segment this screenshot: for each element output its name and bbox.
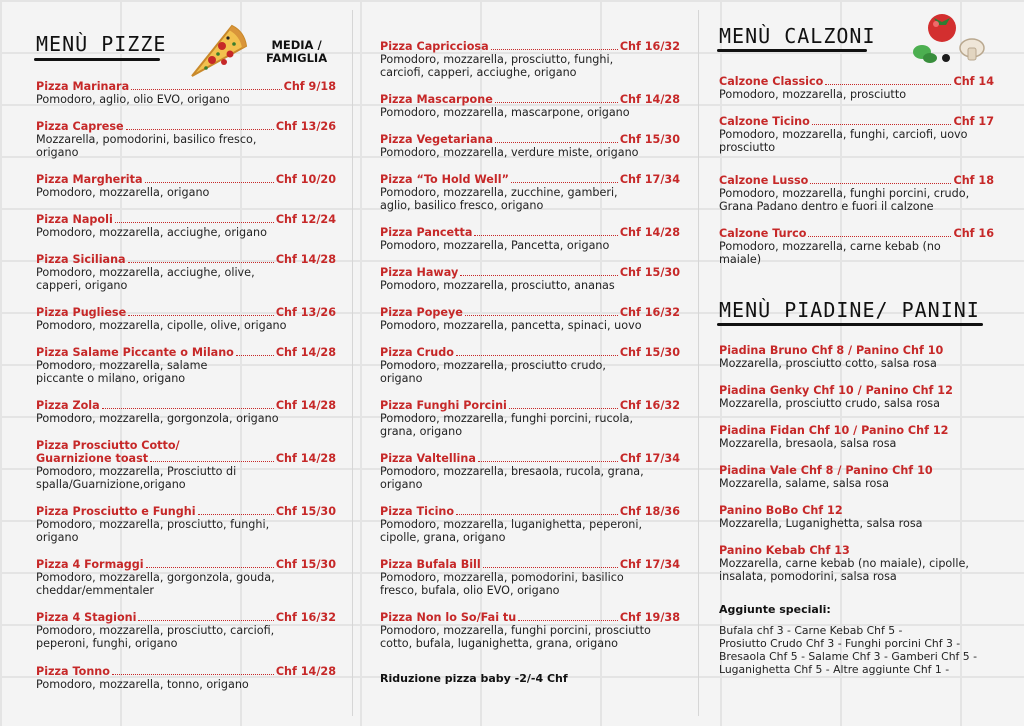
menu-item <box>380 306 680 332</box>
column-divider-right <box>698 10 699 716</box>
dot-leader <box>474 235 617 236</box>
item-name: Pizza Napoli <box>36 213 113 226</box>
item-name: Pizza Pugliese <box>36 306 127 319</box>
dot-leader <box>495 142 618 143</box>
item-name: Pizza Prosciutto e Funghi <box>36 505 196 518</box>
item-price: Chf 10/20 <box>275 173 336 186</box>
menu-item <box>719 504 994 530</box>
item-price: Chf 14/28 <box>275 346 336 359</box>
item-name: Pizza Siciliana <box>36 253 126 266</box>
item-name: Calzone Lusso <box>719 174 809 187</box>
menu-item <box>380 133 680 159</box>
menu-item <box>36 80 336 106</box>
menu-item <box>36 439 336 491</box>
dot-leader <box>456 355 618 356</box>
item-description: Pomodoro, mozzarella, Prosciutto di spalla/Guarnizione,origano <box>36 465 237 491</box>
menu-item <box>36 120 336 159</box>
item-price: Chf 14/28 <box>619 93 680 106</box>
menu-item <box>719 115 994 154</box>
dot-leader <box>126 129 274 130</box>
menu-item <box>380 558 680 597</box>
dot-leader <box>491 49 618 50</box>
item-name: Calzone Classico <box>719 75 824 88</box>
menu-item <box>380 346 680 385</box>
piadine-heading: MENÙ PIADINE/ PANINI <box>719 298 980 322</box>
item-description: Mozzarella, bresaola, salsa rosa <box>719 437 897 450</box>
item-price: Chf 17 <box>953 115 994 128</box>
column-divider-left <box>352 10 353 716</box>
item-description: Pomodoro, mozzarella, funghi, carciofi, uovo prosciutto <box>719 128 968 154</box>
menu-item <box>719 75 994 101</box>
item-price: Chf 15/30 <box>619 266 680 279</box>
item-name: Pizza Zola <box>36 399 100 412</box>
item-description: Pomodoro, mozzarella, tonno, origano <box>36 678 249 691</box>
menu-item <box>36 306 336 332</box>
menu-item <box>380 452 680 491</box>
item-name: Piadina Vale Chf 8 / Panino Chf 10 <box>719 464 933 477</box>
menu-item <box>380 93 680 119</box>
menu-item <box>380 611 680 650</box>
item-price: Chf 14/28 <box>619 226 680 239</box>
menu-item <box>380 505 680 544</box>
item-description: Pomodoro, mozzarella, cipolle, olive, origano <box>36 319 287 332</box>
item-price: Chf 18 <box>953 174 994 187</box>
menu-item <box>380 40 680 79</box>
dot-leader <box>236 355 274 356</box>
item-name: Pizza Caprese <box>36 120 124 133</box>
item-description: Pomodoro, mozzarella, acciughe, origano <box>36 226 267 239</box>
dot-leader <box>198 514 274 515</box>
item-description: Pomodoro, mozzarella, zucchine, gamberi, aglio, basilico fresco, origano <box>380 186 618 212</box>
dot-leader <box>825 84 951 85</box>
menu-item <box>380 399 680 438</box>
menu-item <box>36 173 336 199</box>
item-description: Pomodoro, mozzarella, pomodorini, basilico fresco, bufala, olio EVO, origano <box>380 571 624 597</box>
item-price: Chf 14/28 <box>275 253 336 266</box>
calzoni-heading-underline <box>717 49 867 52</box>
item-name-line-2: Guarnizione toast <box>36 452 149 465</box>
dot-leader <box>495 102 618 103</box>
menu-item <box>36 558 336 597</box>
dot-leader <box>150 461 274 462</box>
size-label-famiglia: FAMIGLIA <box>266 51 328 65</box>
dot-leader <box>509 408 618 409</box>
item-price: Chf 14/28 <box>275 665 336 678</box>
dot-leader <box>146 567 274 568</box>
menu-item <box>36 253 336 292</box>
extras-line: Bufala chf 3 - Carne Kebab Chf 5 - <box>719 624 903 637</box>
item-price: Chf 15/30 <box>275 505 336 518</box>
item-description: Pomodoro, mozzarella, Pancetta, origano <box>380 239 610 252</box>
item-price: Chf 15/30 <box>275 558 336 571</box>
dot-leader <box>128 262 274 263</box>
item-name: Panino Kebab Chf 13 <box>719 544 850 557</box>
extras-line: Bresaola Chf 5 - Salame Chf 3 - Gamberi Chf 5 - <box>719 650 977 663</box>
dot-leader <box>145 182 274 183</box>
pizze-heading: MENÙ PIZZE <box>36 32 167 56</box>
calzoni-heading: MENÙ CALZONI <box>719 24 876 48</box>
item-name: Pizza Crudo <box>380 346 454 359</box>
item-name: Panino BoBo Chf 12 <box>719 504 843 517</box>
item-price: Chf 16/32 <box>619 306 680 319</box>
item-description: Mozzarella, pomodorini, basilico fresco, origano <box>36 133 257 159</box>
item-description: Mozzarella, prosciutto crudo, salsa rosa <box>719 397 940 410</box>
item-description: Pomodoro, mozzarella, bresaola, rucola, grana, origano <box>380 465 644 491</box>
item-name: Calzone Turco <box>719 227 807 240</box>
menu-item <box>36 346 336 385</box>
item-description: Pomodoro, mozzarella, gorgonzola, gouda, cheddar/emmentaler <box>36 571 275 597</box>
item-description: Pomodoro, mozzarella, funghi porcini, crudo, Grana Padano dentro e fuori il calzone <box>719 187 970 213</box>
item-description: Pomodoro, mozzarella, verdure miste, origano <box>380 146 639 159</box>
item-name: Pizza Prosciutto Cotto/ <box>36 439 180 452</box>
menu-item <box>380 173 680 212</box>
dot-leader <box>128 315 274 316</box>
item-description: Pomodoro, mozzarella, pancetta, spinaci, uovo <box>380 319 642 332</box>
menu-item <box>719 424 994 450</box>
item-name: Piadina Bruno Chf 8 / Panino Chf 10 <box>719 344 944 357</box>
item-name: Pizza Pancetta <box>380 226 473 239</box>
item-description: Pomodoro, mozzarella, funghi porcini, prosciutto cotto, bufala, luganighetta, grana, origano <box>380 624 651 650</box>
item-price: Chf 14 <box>953 75 994 88</box>
menu-item <box>719 464 994 490</box>
item-name: Calzone Ticino <box>719 115 810 128</box>
item-name: Pizza Popeye <box>380 306 463 319</box>
dot-leader <box>138 620 273 621</box>
item-price: Chf 13/26 <box>275 120 336 133</box>
item-name: Pizza 4 Stagioni <box>36 611 137 624</box>
item-price: Chf 17/34 <box>619 452 680 465</box>
item-name: Pizza Funghi Porcini <box>380 399 507 412</box>
item-description: Mozzarella, carne kebab (no maiale), cipolle, insalata, pomodorini, salsa rosa <box>719 557 969 583</box>
extras-list <box>719 624 977 676</box>
item-name: Pizza Non lo So/Fai tu <box>380 611 517 624</box>
extras-line: Luganighetta Chf 5 - Altre aggiunte Chf 1 - <box>719 663 950 676</box>
item-price: Chf 9/18 <box>283 80 336 93</box>
dot-leader <box>465 315 618 316</box>
item-name: Piadina Genky Chf 10 / Panino Chf 12 <box>719 384 953 397</box>
item-description: Pomodoro, mozzarella, prosciutto, funghi, carciofi, capperi, acciughe, origano <box>380 53 614 79</box>
dot-leader <box>808 236 951 237</box>
item-price: Chf 19/38 <box>619 611 680 624</box>
menu-item <box>380 266 680 292</box>
dot-leader <box>460 275 618 276</box>
dot-leader <box>112 674 274 675</box>
item-price: Chf 16/32 <box>619 40 680 53</box>
item-description: Mozzarella, Luganighetta, salsa rosa <box>719 517 923 530</box>
dot-leader <box>478 461 618 462</box>
dot-leader <box>131 89 281 90</box>
item-description: Pomodoro, mozzarella, funghi porcini, rucola, grana, origano <box>380 412 634 438</box>
item-description: Pomodoro, mozzarella, prosciutto crudo, origano <box>380 359 606 385</box>
item-name: Pizza Marinara <box>36 80 130 93</box>
dot-leader <box>115 222 274 223</box>
menu-item <box>380 226 680 252</box>
item-description: Pomodoro, mozzarella, salame piccante o milano, origano <box>36 359 208 385</box>
item-description: Mozzarella, prosciutto cotto, salsa rosa <box>719 357 937 370</box>
menu-item <box>719 544 994 583</box>
baby-pizza-note: Riduzione pizza baby -2/-4 Chf <box>380 672 568 685</box>
item-price: Chf 17/34 <box>619 173 680 186</box>
item-name: Pizza Capricciosa <box>380 40 489 53</box>
dot-leader <box>456 514 618 515</box>
vegetables-icon <box>908 8 996 70</box>
extras-title: Aggiunte speciali: <box>719 603 831 616</box>
menu-item <box>719 174 994 213</box>
item-description: Pomodoro, mozzarella, carne kebab (no maiale) <box>719 240 941 266</box>
size-label-media: MEDIA / <box>271 38 322 52</box>
dot-leader <box>812 124 952 125</box>
item-price: Chf 16/32 <box>619 399 680 412</box>
item-description: Pomodoro, mozzarella, origano <box>36 186 210 199</box>
item-price: Chf 15/30 <box>619 346 680 359</box>
item-name: Pizza Ticino <box>380 505 455 518</box>
menu-item <box>719 227 994 266</box>
size-label <box>266 39 327 65</box>
item-price: Chf 13/26 <box>275 306 336 319</box>
item-name: Pizza Mascarpone <box>380 93 493 106</box>
item-description: Pomodoro, mozzarella, mascarpone, origano <box>380 106 630 119</box>
pizze-heading-underline <box>34 58 160 61</box>
item-price: Chf 12/24 <box>275 213 336 226</box>
item-price: Chf 15/30 <box>619 133 680 146</box>
item-name: Pizza Vegetariana <box>380 133 494 146</box>
item-price: Chf 14/28 <box>275 452 336 465</box>
item-name: Pizza Bufala Bill <box>380 558 481 571</box>
dot-leader <box>511 182 618 183</box>
item-name: Pizza Haway <box>380 266 459 279</box>
dot-leader <box>810 183 951 184</box>
item-name: Pizza Margherita <box>36 173 143 186</box>
item-price: Chf 17/34 <box>619 558 680 571</box>
item-name: Pizza “To Hold Well” <box>380 173 509 186</box>
menu-item <box>36 665 336 691</box>
dot-leader <box>518 620 618 621</box>
piadine-heading-underline <box>717 323 983 326</box>
item-name: Pizza 4 Formaggi <box>36 558 144 571</box>
item-price: Chf 16/32 <box>275 611 336 624</box>
extras-line: Prosiutto Crudo Chf 3 - Funghi porcini Chf 3 - <box>719 637 961 650</box>
pizza-slice-icon <box>188 22 250 80</box>
item-description: Pomodoro, mozzarella, prosciutto, carciofi, peperoni, funghi, origano <box>36 624 275 650</box>
item-description: Pomodoro, mozzarella, prosciutto <box>719 88 907 101</box>
item-name: Pizza Tonno <box>36 665 110 678</box>
dot-leader <box>102 408 274 409</box>
item-name: Pizza Salame Piccante o Milano <box>36 346 234 359</box>
dot-leader <box>483 567 618 568</box>
item-description: Pomodoro, mozzarella, luganighetta, peperoni, cipolle, grana, origano <box>380 518 643 544</box>
menu-item <box>36 611 336 650</box>
item-description: Pomodoro, mozzarella, prosciutto, funghi, origano <box>36 518 270 544</box>
item-name: Piadina Fidan Chf 10 / Panino Chf 12 <box>719 424 949 437</box>
item-description: Pomodoro, mozzarella, acciughe, olive, capperi, origano <box>36 266 255 292</box>
menu-item <box>719 384 994 410</box>
item-price: Chf 18/36 <box>619 505 680 518</box>
item-description: Pomodoro, mozzarella, prosciutto, ananas <box>380 279 615 292</box>
item-description: Mozzarella, salame, salsa rosa <box>719 477 889 490</box>
item-price: Chf 14/28 <box>275 399 336 412</box>
item-name: Pizza Valtellina <box>380 452 476 465</box>
item-description: Pomodoro, aglio, olio EVO, origano <box>36 93 230 106</box>
item-description: Pomodoro, mozzarella, gorgonzola, origano <box>36 412 279 425</box>
menu-item <box>36 505 336 544</box>
menu-item <box>36 213 336 239</box>
menu-item <box>719 344 994 370</box>
item-price: Chf 16 <box>953 227 994 240</box>
menu-item <box>36 399 336 425</box>
